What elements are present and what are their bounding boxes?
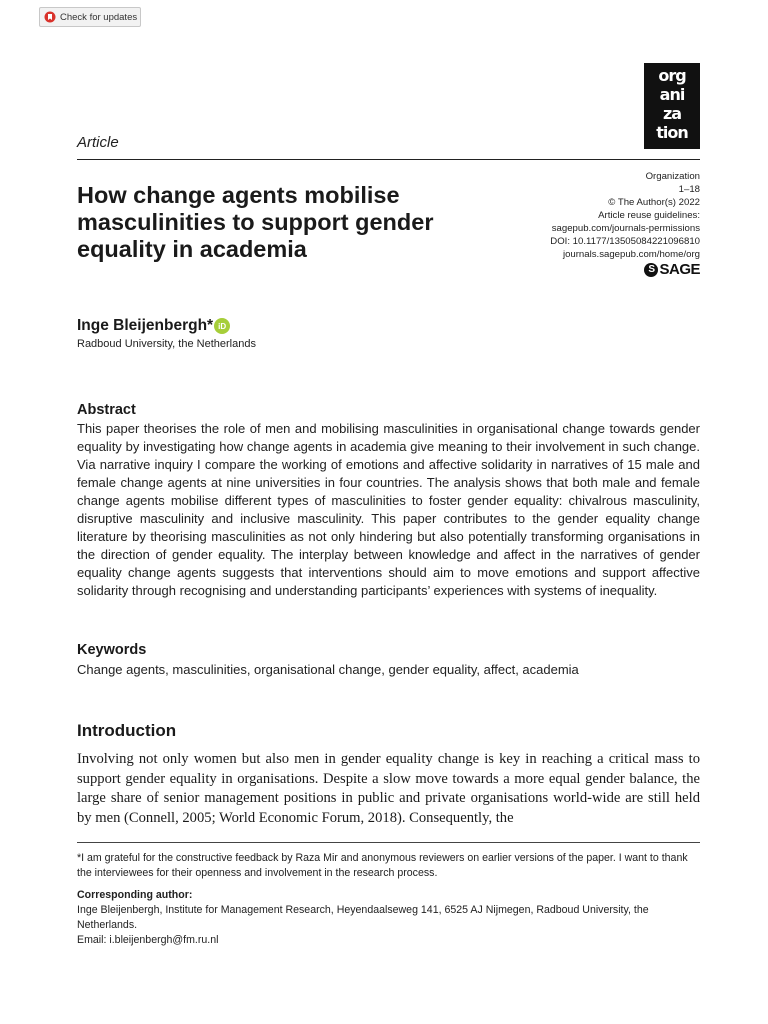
reuse-guidelines-label: Article reuse guidelines:	[598, 210, 700, 221]
journal-logo-line: org	[658, 66, 686, 85]
introduction-heading: Introduction	[77, 721, 177, 740]
footnote-divider	[77, 842, 700, 843]
acknowledgement-footnote: *I am grateful for the constructive feedback by Raza Mir and anonymous reviewers on earlier versions of the paper. I want to thank the interviewees for their openness and involvement in the research process.	[77, 852, 688, 879]
journal-logo-line: tion	[656, 123, 688, 142]
corresponding-author-email[interactable]: Email: i.bleijenbergh@fm.ru.nl	[77, 934, 219, 946]
reuse-guidelines-link[interactable]: sagepub.com/journals-permissions	[551, 223, 700, 234]
journal-logo-line: ani	[659, 85, 685, 104]
journal-info	[440, 170, 700, 261]
keywords-heading: Keywords	[77, 642, 147, 658]
journal-name: Organization	[645, 171, 700, 182]
journal-logo-line: za	[662, 104, 682, 123]
bookmark-update-icon	[44, 11, 56, 23]
journal-logo	[644, 63, 700, 149]
corresponding-author-address: Inge Bleijenbergh, Institute for Management Research, Heyendaalseweg 141, 6525 AJ Nijmegen, Radboud University, the Netherlands.	[77, 904, 649, 931]
check-for-updates-label: Check for updates	[60, 11, 138, 23]
publisher-logo	[644, 261, 700, 278]
page-range: 1–18	[678, 184, 700, 195]
check-for-updates-button[interactable]	[39, 7, 141, 27]
journal-homepage-link[interactable]: journals.sagepub.com/home/org	[562, 249, 700, 260]
copyright: © The Author(s) 2022	[608, 197, 700, 208]
sage-mark-icon: S	[644, 263, 658, 277]
abstract-text: This paper theorises the role of men and mobilising masculinities in organisational change towards gender equality by investigating how change agents in academia give meaning to their involvement in such change. Via narrative inquiry I compare the working of emotions and affective solidarity in narratives of 15 male and female change agents at nine universities in four countries. The analysis shows that both male and female change agents mobilise different types of masculinities to foster gender equality: chivalrous masculinity, disruptive masculinity and inclusive masculinity. This paper contributes to the gender equality change literature by theorising masculinities as not only hindering but also potentially transforming organisations in the direction of gender equality. The interplay between knowledge and affect in the narratives of gender equality change agents suggests that interventions should aim to move emotions and support affective solidarity through recognising and understanding participants’ experiences with systems of inequality.	[77, 421, 700, 598]
author-affiliation: Radboud University, the Netherlands	[77, 338, 256, 350]
keywords-text: Change agents, masculinities, organisational change, gender equality, affect, academia	[77, 662, 579, 677]
publisher-name: SAGE	[659, 261, 700, 278]
corresponding-author-label: Corresponding author:	[77, 889, 193, 901]
footnotes	[77, 851, 700, 948]
article-title: How change agents mobilise masculinities to support gender equality in academia	[77, 182, 434, 262]
author	[77, 317, 230, 335]
author-name: Inge Bleijenbergh*	[77, 317, 214, 334]
header-divider	[77, 159, 700, 160]
abstract-heading: Abstract	[77, 402, 136, 418]
doi[interactable]: DOI: 10.1177/13505084221096810	[550, 236, 700, 247]
orcid-icon[interactable]: iD	[214, 318, 230, 334]
introduction-text: Involving not only women but also men in gender equality change is key in reaching a critical mass to support gender equality in organisations. Despite a slow move towards a more equal gender balance, the large share of senior management positions in public and private organisations world-wide are still held by men (Connell, 2005; World Economic Forum, 2018). Consequently, the	[77, 751, 700, 826]
article-type-label: Article	[77, 134, 119, 151]
